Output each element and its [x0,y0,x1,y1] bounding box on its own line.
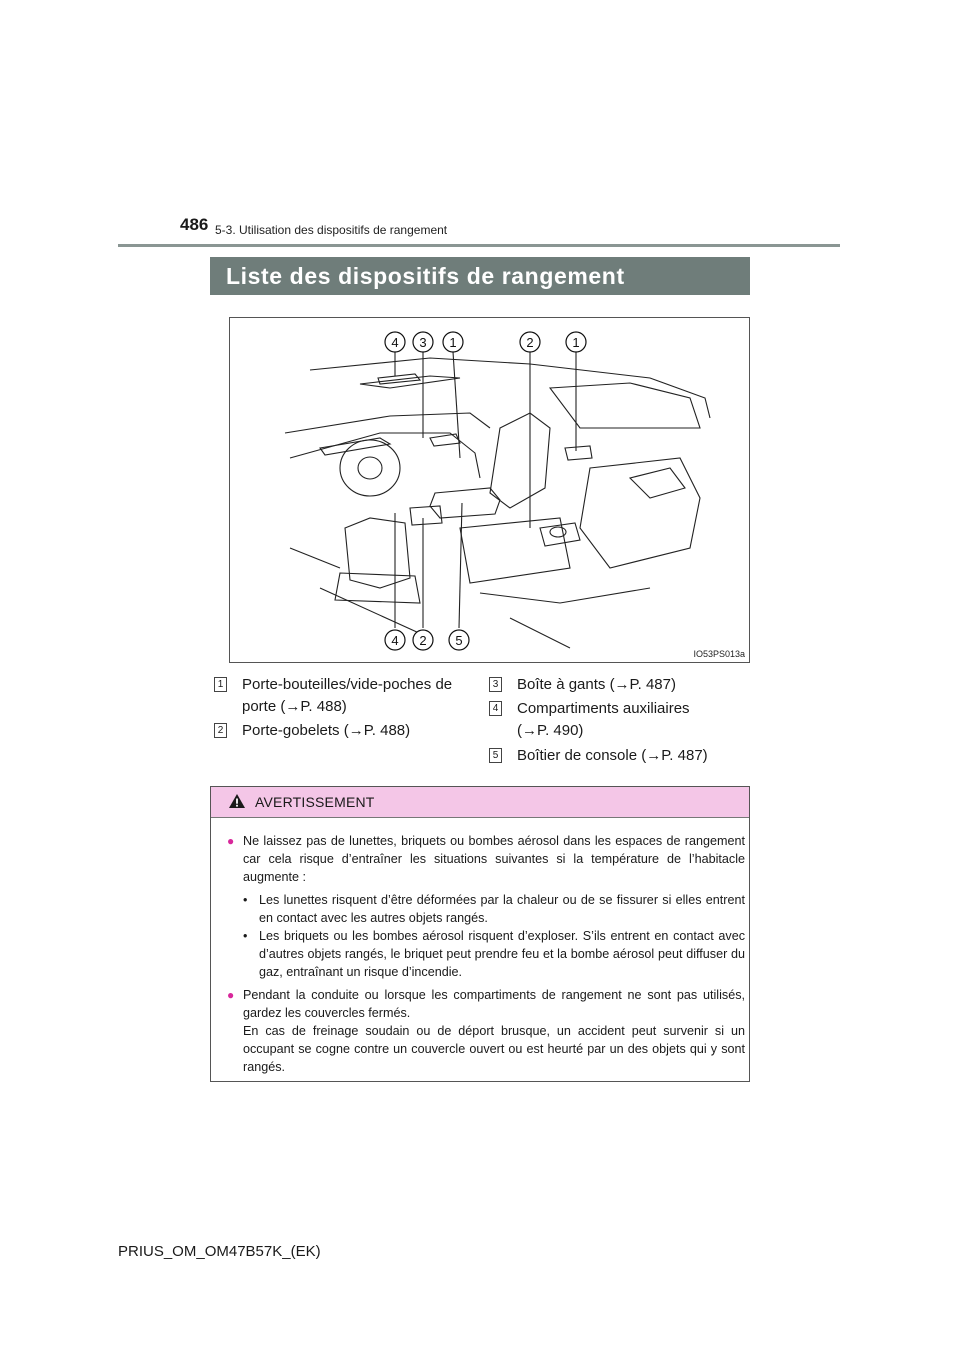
door-pocket [565,446,592,460]
sub-bullet-icon: • [243,929,248,944]
warning-text: Les briquets ou les bombes aérosol risquent d’exploser. S’ils entrent en contact avec d’autres objets rangés, le briquet peut prendre feu et la bombe aérosol peut diffuser du gaz, entraînant un risque d’incendie. [259,929,745,980]
warning-sub-item [227,891,745,927]
floor-lines [290,548,650,603]
callout-number: 2 [419,633,427,648]
leader-line [453,352,460,458]
figure-code: IO53PS013a [693,649,745,659]
warning-text: En cas de freinage soudain ou de déport brusque, un accident peut survenir si un occupant se cogne contre un couvercle ouvert ou est heurté par un des objets qui y sont rangés. [243,1024,745,1075]
callout-number: 3 [419,335,427,350]
warning-bullet [227,986,745,1077]
windshield-edge [285,413,490,433]
driver-seat-cushion [335,573,420,603]
callout-number: 2 [526,335,534,350]
center-display [430,434,460,446]
warning-text: Les lunettes risquent d’être déformées par la chaleur ou de se fissurer si elles entrent en contact avec les autres objets rangés. [259,892,745,925]
console-tray [410,506,442,525]
warning-label: AVERTISSEMENT [255,794,375,810]
driver-seat [345,518,410,588]
page-title: Liste des dispositifs de rangement [210,257,750,295]
legend-text: porte (→P. 488) [242,698,347,715]
sunvisor-console [360,376,460,388]
callout-number: 4 [391,633,399,648]
warning-sub-item [227,927,745,982]
sub-bullet-icon: • [243,892,248,907]
bullet-dot-icon: ● [227,987,235,1002]
bullet-dot-icon: ● [227,834,235,848]
header-rule [118,244,840,247]
steering-wheel [340,440,400,496]
legend-item [214,720,411,739]
callout-number: 5 [455,633,463,648]
legend-number: 2 [214,723,227,738]
legend-text: (→P. 490) [517,722,584,739]
legend-item [489,698,690,739]
warning-box [210,786,750,1082]
rear-headrest [630,468,685,498]
floor-edge [320,588,570,648]
callout-number: 1 [572,335,580,350]
warning-triangle-icon [228,793,246,809]
legend-number: 4 [489,701,502,716]
leader-line [459,503,462,628]
legend-text: Porte-bouteilles/vide-poches de [242,676,453,693]
steering-hub [358,457,382,479]
document-footer: PRIUS_OM_OM47B57K_(EK) [118,1243,321,1260]
legend-text: Compartiments auxiliaires [517,700,690,717]
rear-window [550,383,700,428]
warning-bullet [227,832,745,887]
rear-seat [580,458,700,568]
callout-number: 1 [449,335,457,350]
warning-text: Ne laissez pas de lunettes, briquets ou bombes aérosol dans les espaces de rangement car cela risque d’entraîner les situations suivantes si la température de l’habitacle augmente : [243,834,745,885]
legend-text: Porte-gobelets (→P. 488) [242,722,411,739]
legend-number: 1 [214,677,227,692]
rear-cupholder [540,523,580,546]
legend-item [489,745,708,764]
dash-display [320,438,390,455]
callout-number: 4 [391,335,399,350]
page-number: 486 [180,215,209,234]
legend-item [214,674,453,715]
legend-text: Boîtier de console (→P. 487) [517,747,708,764]
car-interior-illustration [229,317,750,663]
dashboard [290,433,480,478]
cupholder-ring [550,527,566,537]
warning-body [227,832,745,1077]
legend-text: Boîte à gants (→P. 487) [517,676,676,693]
car-interior-drawing [230,318,750,663]
section-header: 5-3. Utilisation des dispositifs de rangement [215,223,448,237]
warning-text: Pendant la conduite ou lorsque les compartiments de rangement ne sont pas utilisés, gardez les couvercles fermés. [243,987,745,1020]
warning-header [211,787,749,818]
legend-item [489,674,676,693]
passenger-seat [490,413,550,508]
legend-number: 5 [489,748,502,763]
legend-number: 3 [489,677,502,692]
